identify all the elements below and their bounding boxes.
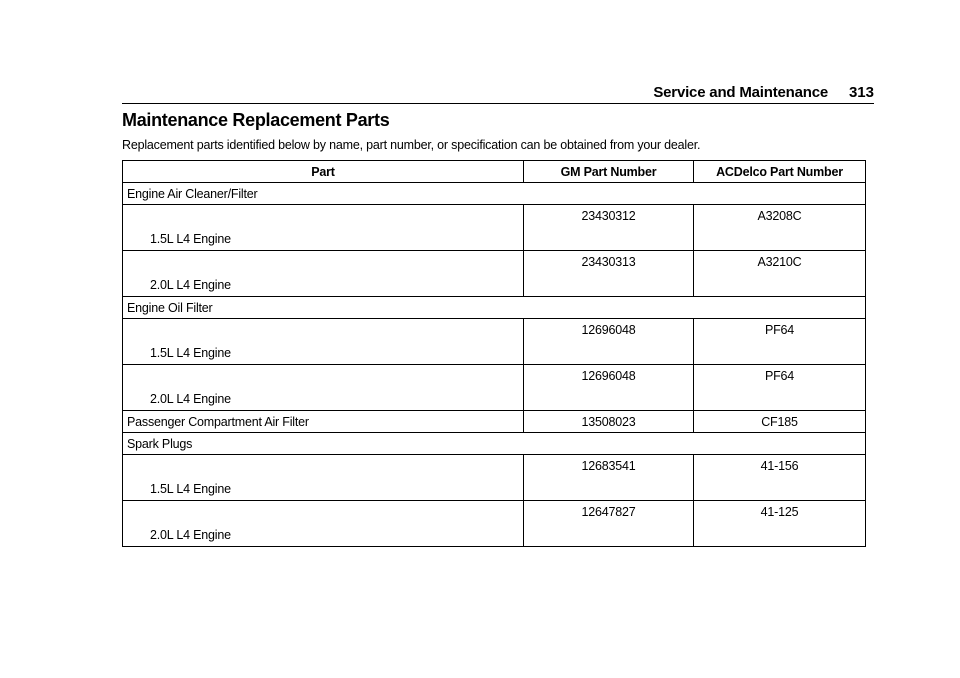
header-rule — [122, 103, 874, 104]
acdelco-part-number: 41-156 — [694, 455, 866, 501]
acdelco-part-number: A3210C — [694, 251, 866, 297]
category-label: Engine Air Cleaner/Filter — [123, 183, 866, 205]
part-name: 1.5L L4 Engine — [123, 319, 524, 365]
gm-part-number: 12696048 — [524, 365, 694, 411]
category-label: Engine Oil Filter — [123, 297, 866, 319]
gm-part-number: 23430312 — [524, 205, 694, 251]
part-name: 2.0L L4 Engine — [123, 501, 524, 547]
category-row-air-filter — [123, 183, 866, 205]
part-name: 2.0L L4 Engine — [123, 365, 524, 411]
part-name: 1.5L L4 Engine — [123, 455, 524, 501]
acdelco-part-number: PF64 — [694, 365, 866, 411]
part-name: Passenger Compartment Air Filter — [123, 411, 524, 433]
table-row — [123, 501, 866, 547]
category-row-oil-filter — [123, 297, 866, 319]
table-row — [123, 205, 866, 251]
section-name: Service and Maintenance — [653, 84, 828, 101]
column-header-acdelco: ACDelco Part Number — [694, 161, 866, 183]
table-row — [123, 455, 866, 501]
gm-part-number: 23430313 — [524, 251, 694, 297]
category-label: Spark Plugs — [123, 433, 866, 455]
acdelco-part-number: A3208C — [694, 205, 866, 251]
part-name: 1.5L L4 Engine — [123, 205, 524, 251]
table-row — [123, 319, 866, 365]
column-header-gm: GM Part Number — [524, 161, 694, 183]
table-row — [123, 251, 866, 297]
gm-part-number: 13508023 — [524, 411, 694, 433]
gm-part-number: 12647827 — [524, 501, 694, 547]
table-row — [123, 365, 866, 411]
page-number: 313 — [848, 84, 874, 101]
intro-text: Replacement parts identified below by name, part number, or specification can be obtained from your dealer. — [122, 138, 701, 152]
acdelco-part-number: PF64 — [694, 319, 866, 365]
gm-part-number: 12696048 — [524, 319, 694, 365]
category-row-spark-plugs — [123, 433, 866, 455]
column-header-part: Part — [123, 161, 524, 183]
parts-table — [122, 160, 866, 547]
table-header-row — [123, 161, 866, 183]
table-row — [123, 411, 866, 433]
gm-part-number: 12683541 — [524, 455, 694, 501]
page-title: Maintenance Replacement Parts — [122, 110, 390, 130]
acdelco-part-number: CF185 — [694, 411, 866, 433]
acdelco-part-number: 41-125 — [694, 501, 866, 547]
part-name: 2.0L L4 Engine — [123, 251, 524, 297]
